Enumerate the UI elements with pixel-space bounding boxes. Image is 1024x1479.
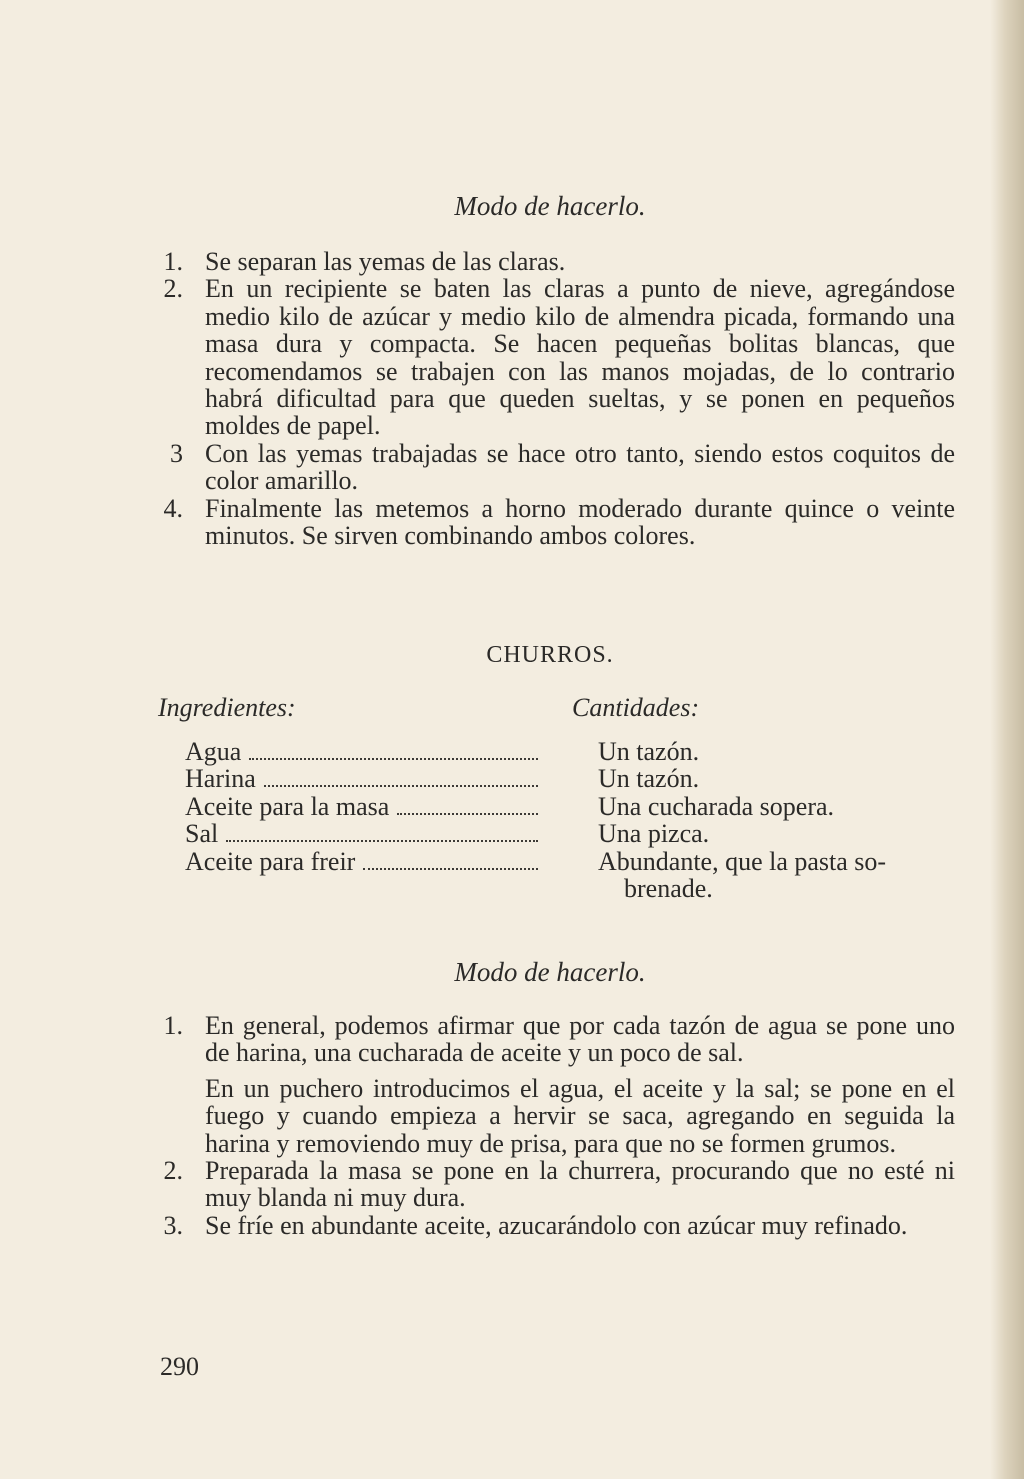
section-heading-1: Modo de hacerlo. xyxy=(454,191,646,221)
step-text: Se fríe en abundante aceite, azucarándolo con azúcar muy refinado. xyxy=(205,1210,908,1240)
dot-leader xyxy=(397,813,538,815)
step-text: Con las yemas trabajadas se hace otro tanto, siendo estos coquitos de color amarillo. xyxy=(205,438,955,496)
quantity-item: Una cucharada sopera. xyxy=(598,791,835,821)
step-text: En general, podemos afirmar que por cada tazón de agua se pone uno de harina, una cucharada de aceite y un poco de sal. xyxy=(205,1011,955,1068)
ingredient-name: Sal xyxy=(185,819,219,849)
page-number: 290 xyxy=(160,1352,199,1381)
ingredient-row xyxy=(185,793,540,820)
list-item xyxy=(155,1012,955,1157)
dot-leader xyxy=(264,785,538,787)
ingredient-row xyxy=(185,738,540,765)
list-item xyxy=(155,275,955,439)
ingredients-label: Ingredientes: xyxy=(158,693,296,722)
page-edge-shadow xyxy=(990,0,1024,1479)
list-item xyxy=(155,440,955,495)
quantities-label: Cantidades: xyxy=(572,693,700,722)
quantity-item: Un tazón. xyxy=(598,764,700,794)
section-heading-2: Modo de hacerlo. xyxy=(454,957,646,987)
list-item xyxy=(155,248,955,275)
step-text: En un recipiente se baten las claras a punto de nieve, agregándose medio kilo de azúcar y medio kilo de almendra picada, formando una masa dura y compacta. Se hacen pequeñas bolitas blancas, que recomendamos se trabajen con las manos mojadas, de lo contrario habrá dificultad para que queden sueltas, y se ponen en pequeños moldes de papel. xyxy=(205,274,955,441)
step-number: 4. xyxy=(163,493,183,523)
step-number: 1. xyxy=(163,247,183,276)
step-text: Finalmente las metemos a horno moderado durante quince o veinte minutos. Se sirven combinando ambos colores. xyxy=(205,493,955,551)
step-number: 3 xyxy=(170,438,183,468)
steps-list-1 xyxy=(155,248,955,549)
ingredient-row xyxy=(185,848,540,875)
step-text: Se separan las yemas de las claras. xyxy=(205,247,566,276)
dot-leader xyxy=(249,758,538,760)
ingredient-row xyxy=(185,820,540,847)
quantity-item: Una pizca. xyxy=(598,819,710,849)
quantity-item: Un tazón. xyxy=(598,737,700,766)
ingredient-row xyxy=(185,765,540,792)
ingredient-name: Agua xyxy=(185,737,242,766)
list-item xyxy=(155,1157,955,1212)
dot-leader xyxy=(226,840,538,842)
step-number: 3. xyxy=(163,1210,183,1240)
step-paragraph: En un puchero introducimos el agua, el aceite y la sal; se pone en el fuego y cuando empieza a hervir se saca, agregando en seguida la harina y removiendo muy de prisa, para que no se formen grumos. xyxy=(205,1073,955,1158)
list-item xyxy=(155,1212,955,1239)
ingredient-name: Aceite para freir xyxy=(185,846,356,876)
ingredients-list xyxy=(185,738,540,875)
recipe-title: CHURROS. xyxy=(486,642,614,668)
ingredient-name: Aceite para la masa xyxy=(185,791,390,821)
steps-list-2 xyxy=(155,1012,955,1239)
step-number: 2. xyxy=(163,1156,183,1186)
quantity-item: Abundante, que la pasta so- xyxy=(598,846,887,876)
step-number: 2. xyxy=(163,274,183,304)
quantities-list xyxy=(598,738,958,902)
list-item xyxy=(155,495,955,550)
step-number: 1. xyxy=(163,1011,183,1040)
dot-leader xyxy=(363,868,538,870)
ingredient-name: Harina xyxy=(185,764,256,794)
step-text: Preparada la masa se pone en la churrera, procurando que no esté ni muy blanda ni muy dura. xyxy=(205,1156,955,1213)
quantity-continuation: brenade. xyxy=(624,874,713,904)
